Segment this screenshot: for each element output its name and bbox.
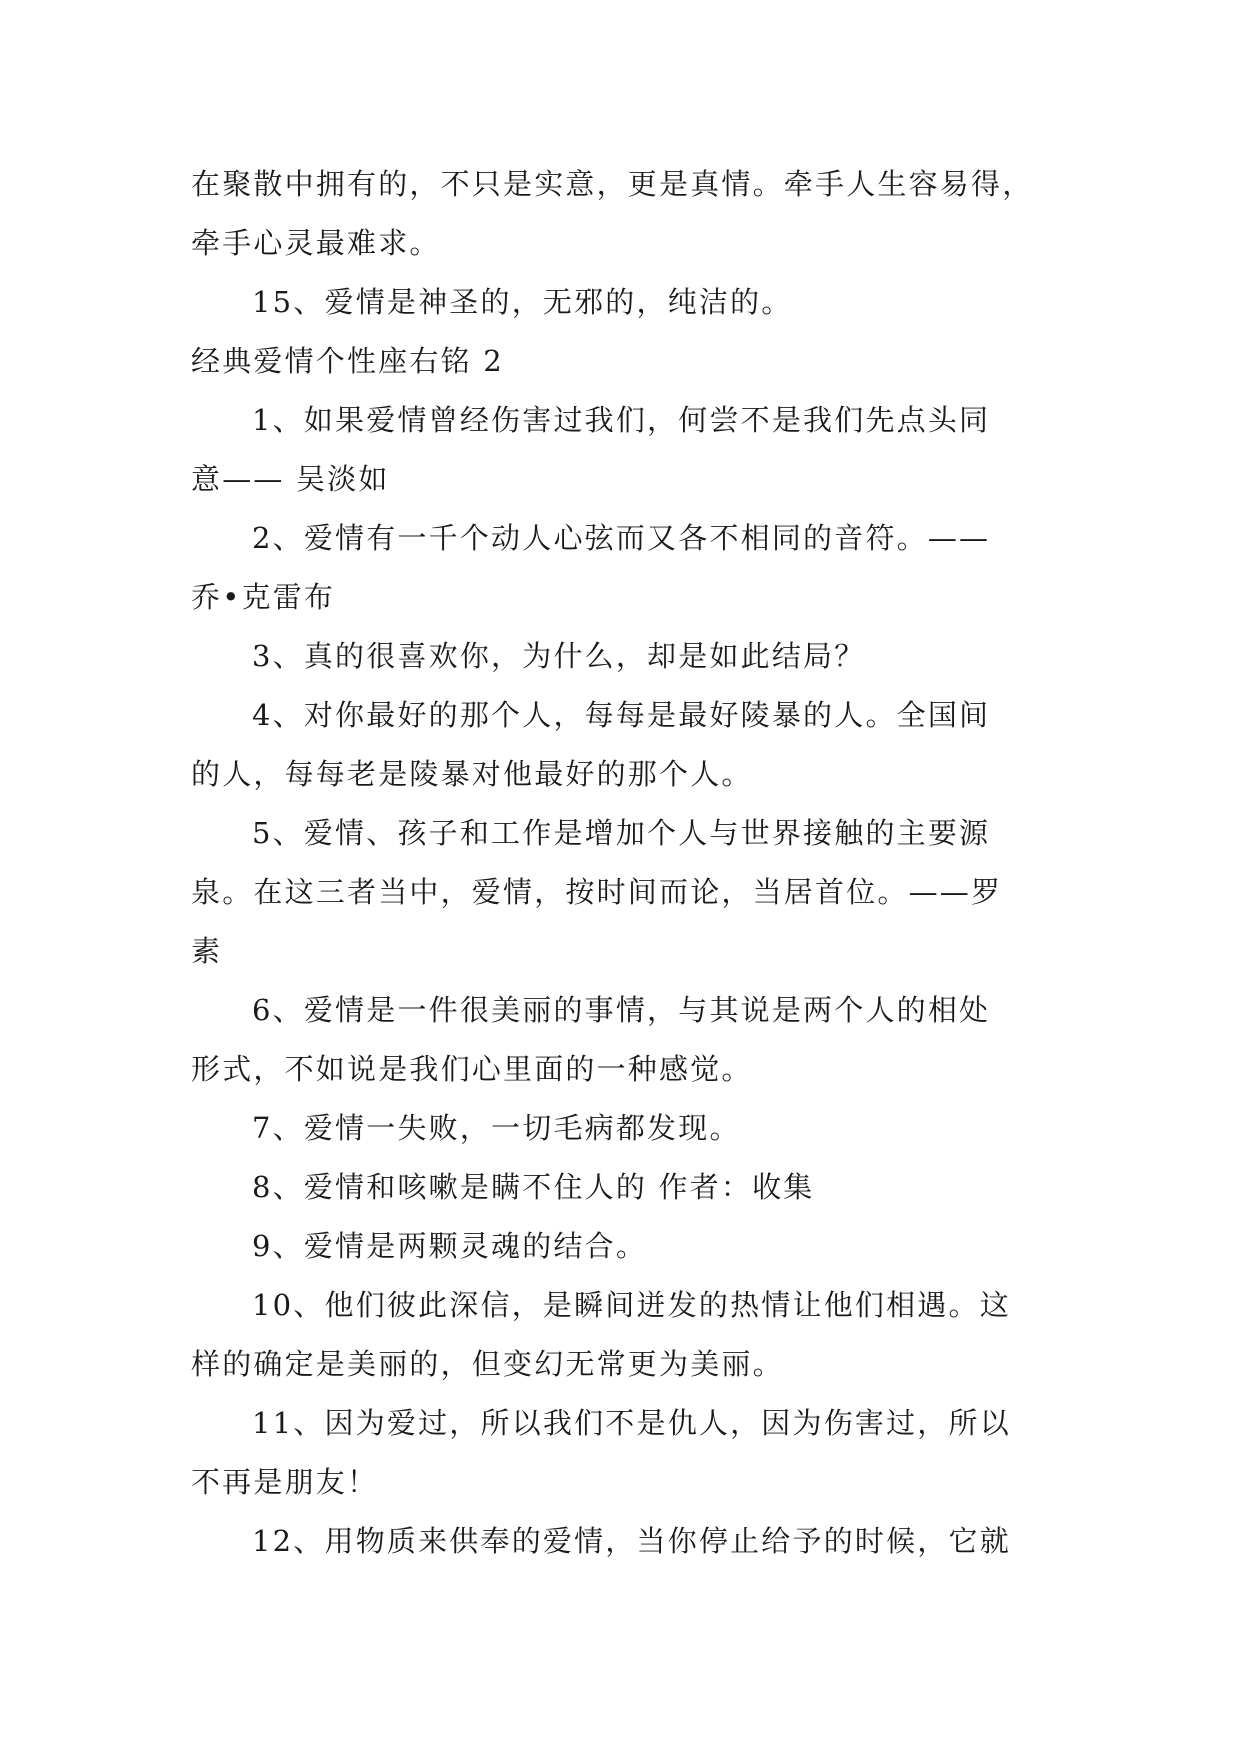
text-line-14: 素	[191, 934, 223, 968]
text-line-20: 10、他们彼此深信，是瞬间迸发的热情让他们相遇。这	[252, 1288, 1011, 1322]
text-line-9: 3、真的很喜欢你，为什么，却是如此结局？	[252, 639, 866, 673]
section-heading: 经典爱情个性座右铭 2	[191, 344, 504, 378]
text-line-12: 5、爱情、孩子和工作是增加个人与世界接触的主要源	[252, 816, 991, 850]
document-page	[191, 155, 1053, 1571]
text-line-3: 15、爱情是神圣的，无邪的，纯洁的。	[252, 285, 793, 319]
text-line-18: 8、爱情和咳嗽是瞒不住人的 作者：收集	[252, 1170, 815, 1204]
text-line-16: 形式，不如说是我们心里面的一种感觉。	[191, 1052, 753, 1086]
text-line-13: 泉。在这三者当中，爱情，按时间而论，当居首位。——罗	[191, 875, 1003, 909]
text-line-19: 9、爱情是两颗灵魂的结合。	[252, 1229, 648, 1263]
text-line-21: 样的确定是美丽的，但变幻无常更为美丽。	[191, 1347, 784, 1381]
text-line-17: 7、爱情一失败，一切毛病都发现。	[252, 1111, 741, 1145]
text-line-10: 4、对你最好的那个人，每每是最好陵暴的人。全国间	[252, 698, 991, 732]
text-line-11: 的人，每每老是陵暴对他最好的那个人。	[191, 757, 753, 791]
text-line-24: 12、用物质来供奉的爱情，当你停止给予的时候，它就	[252, 1524, 1011, 1558]
text-line-1: 在聚散中拥有的，不只是实意，更是真情。牵手人生容易得，	[191, 167, 1034, 201]
text-line-8: 乔•克雷布	[191, 580, 336, 614]
text-line-23: 不再是朋友！	[191, 1465, 379, 1499]
text-line-22: 11、因为爱过，所以我们不是仇人，因为伤害过，所以	[252, 1406, 1011, 1440]
text-line-6: 意—— 吴淡如	[191, 462, 390, 496]
text-line-2: 牵手心灵最难求。	[191, 226, 441, 260]
text-line-5: 1、如果爱情曾经伤害过我们，何尝不是我们先点头同	[252, 403, 991, 437]
text-line-7: 2、爱情有一千个动人心弦而又各不相同的音符。——	[252, 521, 991, 555]
text-line-15: 6、爱情是一件很美丽的事情，与其说是两个人的相处	[252, 993, 991, 1027]
